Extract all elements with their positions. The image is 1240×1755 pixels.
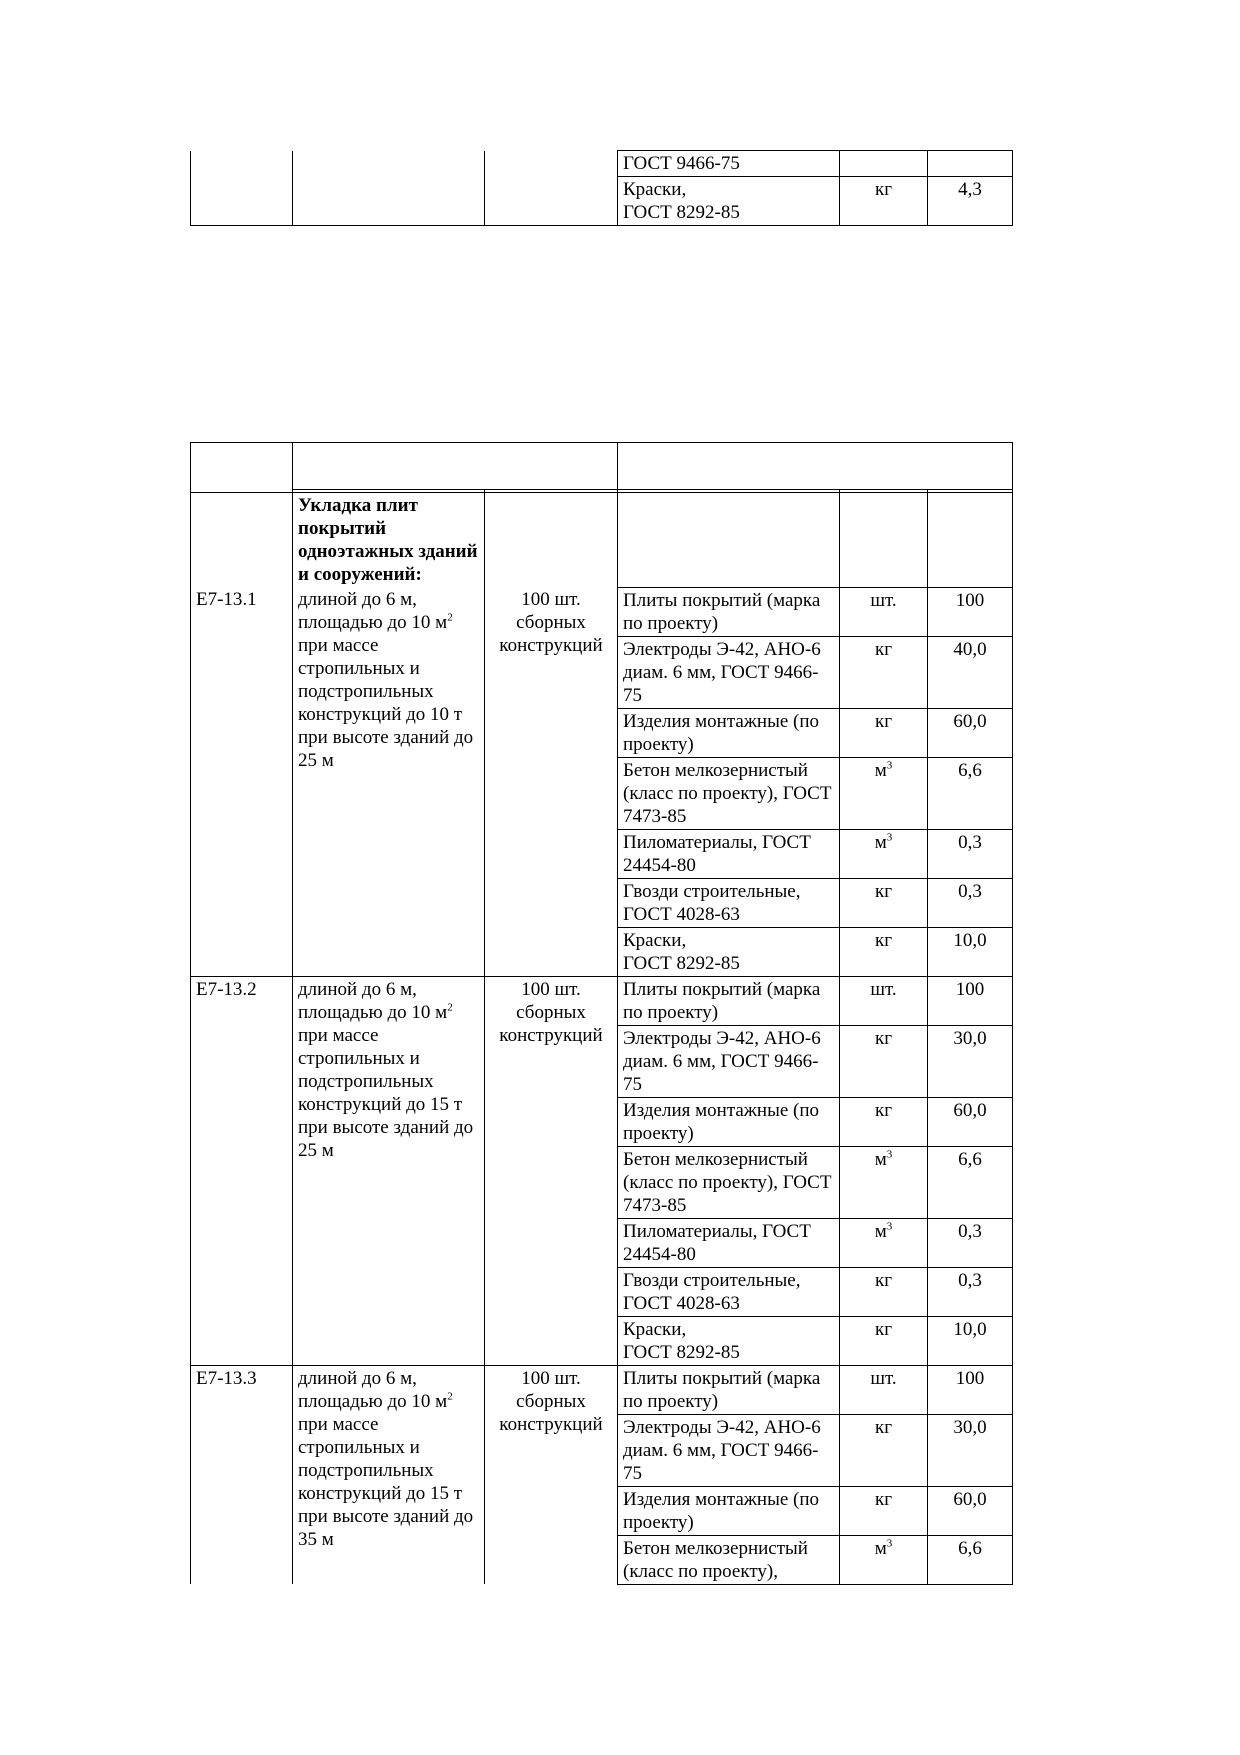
material-amount: 0,3 <box>928 1218 1013 1267</box>
material-unit <box>840 829 928 878</box>
material-name: Пиломатериалы, ГОСТ 24454-80 <box>618 1218 840 1267</box>
material-amount: 60,0 <box>928 1486 1013 1535</box>
code-cell <box>191 151 293 226</box>
material-amount: 6,6 <box>928 757 1013 829</box>
material-unit <box>840 1097 928 1146</box>
unit-text: м <box>874 831 887 853</box>
material-amount: 10,0 <box>928 1316 1013 1365</box>
superscript: 2 <box>447 1390 453 1403</box>
material-unit: кг <box>840 177 928 226</box>
material-name: Бетон мелкозернистый (класс по проекту), ГОСТ 7473-85 <box>618 1146 840 1218</box>
material-unit <box>840 1535 928 1584</box>
material-name: Изделия монтажные (по проекту) <box>618 1486 840 1535</box>
material-amount: 100 <box>928 976 1013 1025</box>
unit-text: кг <box>874 1269 893 1291</box>
process-description-text: длиной до 6 м, площадью до 10 м <box>298 1367 448 1412</box>
material-amount <box>928 151 1013 177</box>
table-header-row <box>191 443 1013 490</box>
material-unit <box>840 1025 928 1097</box>
functional-code: Е7-13.2 <box>191 976 293 1365</box>
process-cell <box>293 151 485 226</box>
material-amount: 60,0 <box>928 1097 1013 1146</box>
material-name: Краски, ГОСТ 8292-85 <box>618 927 840 976</box>
process-measure: 100 шт. сборных конструкций <box>485 976 618 1365</box>
material-name: Изделия монтажные (по проекту) <box>618 708 840 757</box>
unit-text: кг <box>874 1318 893 1340</box>
unit-text: м <box>874 1220 887 1242</box>
unit-text: кг <box>874 638 893 660</box>
unit-text: м <box>874 1148 887 1170</box>
header-processes <box>293 443 618 490</box>
material-name: Пиломатериалы, ГОСТ 24454-80 <box>618 829 840 878</box>
material-name: Плиты покрытий (марка по проекту) <box>618 587 840 636</box>
norms-table <box>190 442 1013 1585</box>
process-description-text: при массе стропильных и подстропильных конструкций до 15 т при высоте зданий до 25 м <box>298 1024 474 1161</box>
group-title: Укладка плит покрытий одноэтажных зданий и сооружений: <box>293 493 485 588</box>
material-name: ГОСТ 9466-75 <box>618 151 840 177</box>
material-unit <box>840 1365 928 1414</box>
material-name: Бетон мелкозернистый (класс по проекту), ГОСТ 7473-85 <box>618 757 840 829</box>
material-unit <box>840 1414 928 1486</box>
process-description-text: при массе стропильных и подстропильных конструкций до 10 т при высоте зданий до 25 м <box>298 635 474 771</box>
material-amount <box>928 493 1013 588</box>
material-amount: 30,0 <box>928 1025 1013 1097</box>
material-unit <box>840 976 928 1025</box>
process-description-text: длиной до 6 м, площадью до 10 м <box>298 589 448 633</box>
material-unit <box>840 636 928 708</box>
process-description-text: при массе стропильных и подстропильных конструкций до 15 т при высоте зданий до 35 м <box>298 1413 474 1550</box>
unit-text: кг <box>874 880 893 902</box>
unit-text: кг <box>874 1099 893 1121</box>
superscript: 3 <box>886 1148 893 1161</box>
material-unit <box>840 1486 928 1535</box>
measure-cell <box>485 493 618 588</box>
material-name <box>618 493 840 588</box>
superscript: 3 <box>886 831 893 844</box>
functional-code: Е7-13.1 <box>191 587 293 976</box>
process-description <box>293 1365 485 1584</box>
table-row <box>191 151 1013 177</box>
material-amount: 6,6 <box>928 1146 1013 1218</box>
material-unit <box>840 151 928 177</box>
material-unit <box>840 587 928 636</box>
material-unit <box>840 878 928 927</box>
material-name: Краски, ГОСТ 8292-85 <box>618 1316 840 1365</box>
material-name: Плиты покрытий (марка по проекту) <box>618 1365 840 1414</box>
material-name: Гвозди строительные, ГОСТ 4028-63 <box>618 1267 840 1316</box>
unit-text: кг <box>874 929 893 951</box>
material-unit <box>840 493 928 588</box>
unit-text: кг <box>874 1027 893 1049</box>
continued-table <box>190 150 1013 226</box>
process-measure: 100 шт. сборных конструкций <box>485 587 618 976</box>
material-unit <box>840 1218 928 1267</box>
unit-text: м <box>874 1537 887 1559</box>
material-amount: 30,0 <box>928 1414 1013 1486</box>
material-unit <box>840 1146 928 1218</box>
unit-text: кг <box>874 1416 893 1438</box>
material-amount: 0,3 <box>928 1267 1013 1316</box>
superscript: 2 <box>447 611 453 624</box>
material-amount: 10,0 <box>928 927 1013 976</box>
unit-text: шт. <box>870 589 897 611</box>
measure-cell <box>485 151 618 226</box>
process-description <box>293 587 485 976</box>
material-name: Электроды Э-42, АНО-6 диам. 6 мм, ГОСТ 9466-75 <box>618 1025 840 1097</box>
superscript: 3 <box>886 1220 893 1233</box>
material-amount: 100 <box>928 587 1013 636</box>
unit-text: м <box>874 759 887 781</box>
material-name: Гвозди строительные, ГОСТ 4028-63 <box>618 878 840 927</box>
material-unit <box>840 708 928 757</box>
table-row <box>191 976 1013 1025</box>
material-unit <box>840 757 928 829</box>
material-amount: 6,6 <box>928 1535 1013 1584</box>
material-name: Изделия монтажные (по проекту) <box>618 1097 840 1146</box>
header-code <box>191 443 293 493</box>
functional-code: Е7-13.3 <box>191 1365 293 1584</box>
material-name: Электроды Э-42, АНО-6 диам. 6 мм, ГОСТ 9466-75 <box>618 636 840 708</box>
unit-text: кг <box>874 1488 893 1510</box>
header-materials <box>618 443 1013 490</box>
material-amount: 0,3 <box>928 878 1013 927</box>
material-amount: 40,0 <box>928 636 1013 708</box>
unit-text: шт. <box>870 1367 897 1389</box>
material-unit <box>840 927 928 976</box>
material-amount: 100 <box>928 1365 1013 1414</box>
material-amount: 60,0 <box>928 708 1013 757</box>
material-amount: 4,3 <box>928 177 1013 226</box>
code-cell <box>191 493 293 588</box>
superscript: 3 <box>886 759 893 772</box>
process-description-text: длиной до 6 м, площадью до 10 м <box>298 978 448 1023</box>
material-name: Бетон мелкозернистый (класс по проекту), <box>618 1535 840 1584</box>
unit-text: шт. <box>870 978 897 1000</box>
superscript: 3 <box>886 1537 893 1550</box>
process-description <box>293 976 485 1365</box>
group-title-row <box>191 493 1013 588</box>
material-amount: 0,3 <box>928 829 1013 878</box>
material-unit <box>840 1267 928 1316</box>
material-name: Электроды Э-42, АНО-6 диам. 6 мм, ГОСТ 9466-75 <box>618 1414 840 1486</box>
table-row <box>191 1365 1013 1414</box>
table-row <box>191 587 1013 636</box>
material-name: Краски, ГОСТ 8292-85 <box>618 177 840 226</box>
unit-text: кг <box>874 710 893 732</box>
material-name: Плиты покрытий (марка по проекту) <box>618 976 840 1025</box>
superscript: 2 <box>447 1001 453 1014</box>
process-measure: 100 шт. сборных конструкций <box>485 1365 618 1584</box>
material-unit <box>840 1316 928 1365</box>
